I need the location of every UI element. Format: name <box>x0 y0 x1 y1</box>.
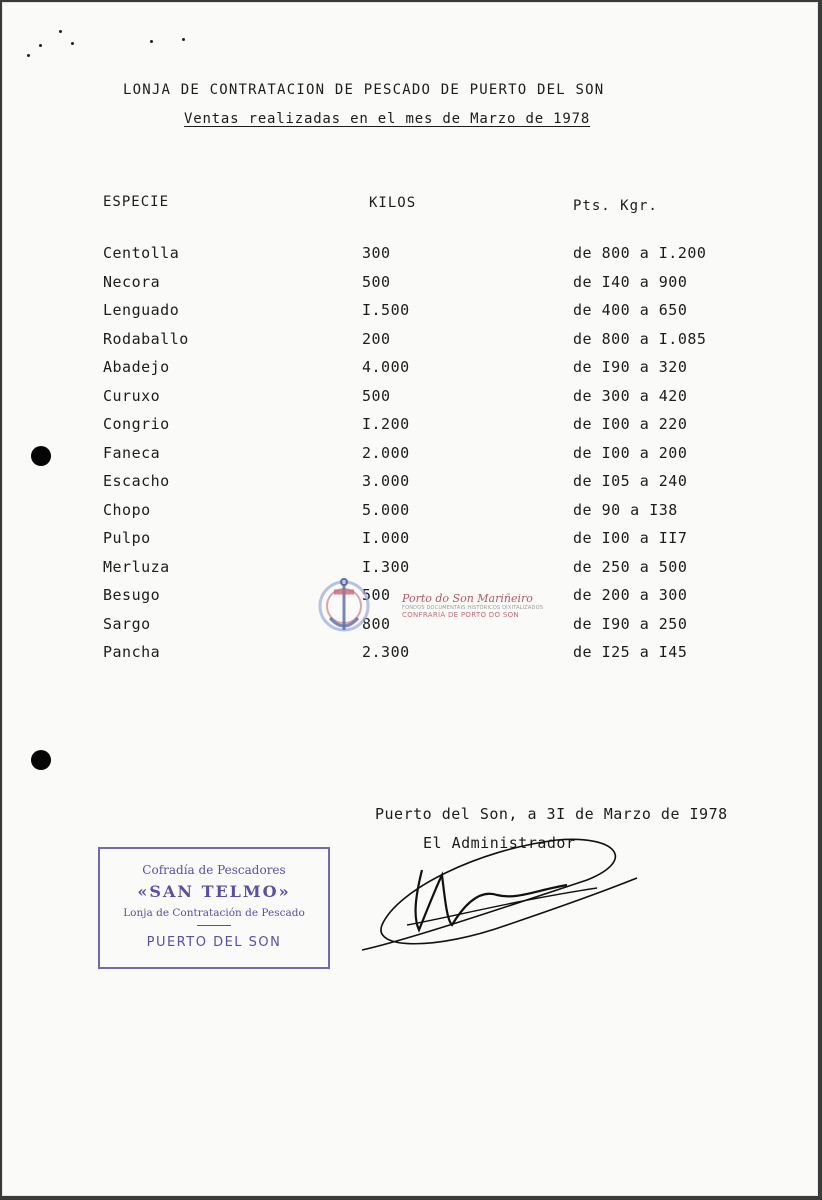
ink-speck <box>71 42 74 45</box>
punch-hole <box>31 446 51 466</box>
cell-kilos: 800 <box>362 614 391 633</box>
cell-kilos: 4.000 <box>362 358 410 376</box>
cell-price: de 250 a 500 <box>573 557 688 576</box>
place-date: Puerto del Son, a 3I de Marzo de I978 <box>375 805 728 823</box>
cell-price: de I90 a 320 <box>573 358 688 376</box>
cell-species: Merluza <box>103 557 170 576</box>
cell-kilos: I.000 <box>362 529 410 547</box>
cell-kilos: 500 <box>362 386 391 405</box>
cell-species: Pulpo <box>103 529 151 547</box>
cell-species: Rodaballo <box>103 329 189 348</box>
cell-price: de I90 a 250 <box>573 614 688 633</box>
ink-speck <box>27 54 30 57</box>
cell-price: de I00 a 220 <box>573 415 688 433</box>
column-header-price: Pts. Kgr. <box>573 198 658 214</box>
cell-species: Faneca <box>103 443 161 462</box>
stamp-line-3: Lonja de Contratación de Pescado <box>123 907 305 919</box>
cell-kilos: 5.000 <box>362 500 410 519</box>
cell-species: Chopo <box>103 500 151 519</box>
watermark-title: Porto do Son Mariñeiro <box>402 592 533 605</box>
ink-speck <box>39 44 42 47</box>
cell-kilos: 2.000 <box>362 443 410 462</box>
cell-price: de I40 a 900 <box>573 272 688 291</box>
anchor-logo-icon <box>312 570 392 650</box>
cell-price: de I25 a I45 <box>573 643 688 661</box>
cell-kilos: I.200 <box>362 415 410 433</box>
cell-kilos: I.300 <box>362 557 410 576</box>
punch-hole <box>31 750 51 770</box>
watermark-subtitle: FONDOS DOCUMENTAIS HISTÓRICOS DIXITALIZADOS <box>402 605 544 611</box>
cell-species: Pancha <box>103 643 161 661</box>
document-heading: LONJA DE CONTRATACION DE PESCADO DE PUERTO DEL SON <box>123 82 605 98</box>
ink-speck <box>150 40 153 43</box>
watermark-subtitle-2: CONFRARÍA DE PORTO DO SON <box>402 611 519 619</box>
cell-price: de I05 a 240 <box>573 472 688 490</box>
signatory-title: El Administrador <box>423 834 576 852</box>
cell-species: Congrio <box>103 415 170 433</box>
cell-price: de I00 a II7 <box>573 529 688 547</box>
handwritten-signature <box>347 830 647 960</box>
cell-kilos: 3.000 <box>362 472 410 490</box>
cell-price: de 800 a I.200 <box>573 244 707 262</box>
cell-price: de 300 a 420 <box>573 386 688 405</box>
cell-species: Sargo <box>103 614 151 633</box>
column-header-kilos: KILOS <box>369 195 417 211</box>
document-subheading: Ventas realizadas en el mes de Marzo de 1978 <box>184 111 591 127</box>
cell-species: Abadejo <box>103 358 170 376</box>
cofradia-stamp <box>98 847 330 969</box>
cell-kilos: 200 <box>362 329 391 348</box>
stamp-line-4: PUERTO DEL SON <box>146 935 282 950</box>
cell-kilos: I.500 <box>362 301 410 319</box>
cell-price: de 400 a 650 <box>573 301 688 319</box>
cell-kilos: 2.300 <box>362 643 410 661</box>
cell-species: Centolla <box>103 244 180 262</box>
stamp-line-2: «SAN TELMO» <box>137 882 291 901</box>
cell-price: de 800 a I.085 <box>573 329 707 348</box>
stamp-line-1: Cofradía de Pescadores <box>142 863 286 877</box>
document-page <box>2 2 818 1196</box>
cell-species: Besugo <box>103 586 161 604</box>
ink-speck <box>59 30 62 33</box>
cell-species: Escacho <box>103 472 170 490</box>
column-header-species: ESPECIE <box>103 194 170 210</box>
cell-kilos: 300 <box>362 244 391 262</box>
ink-speck <box>182 38 185 41</box>
archive-watermark <box>402 592 543 619</box>
cell-species: Curuxo <box>103 386 161 405</box>
cell-species: Lenguado <box>103 301 180 319</box>
cell-price: de 200 a 300 <box>573 586 688 604</box>
cell-species: Necora <box>103 272 161 291</box>
cell-price: de 90 a I38 <box>573 500 678 519</box>
stamp-divider <box>197 925 231 926</box>
cell-kilos: 500 <box>362 272 391 291</box>
cell-kilos: 500 <box>362 586 391 604</box>
cell-price: de I00 a 200 <box>573 443 688 462</box>
